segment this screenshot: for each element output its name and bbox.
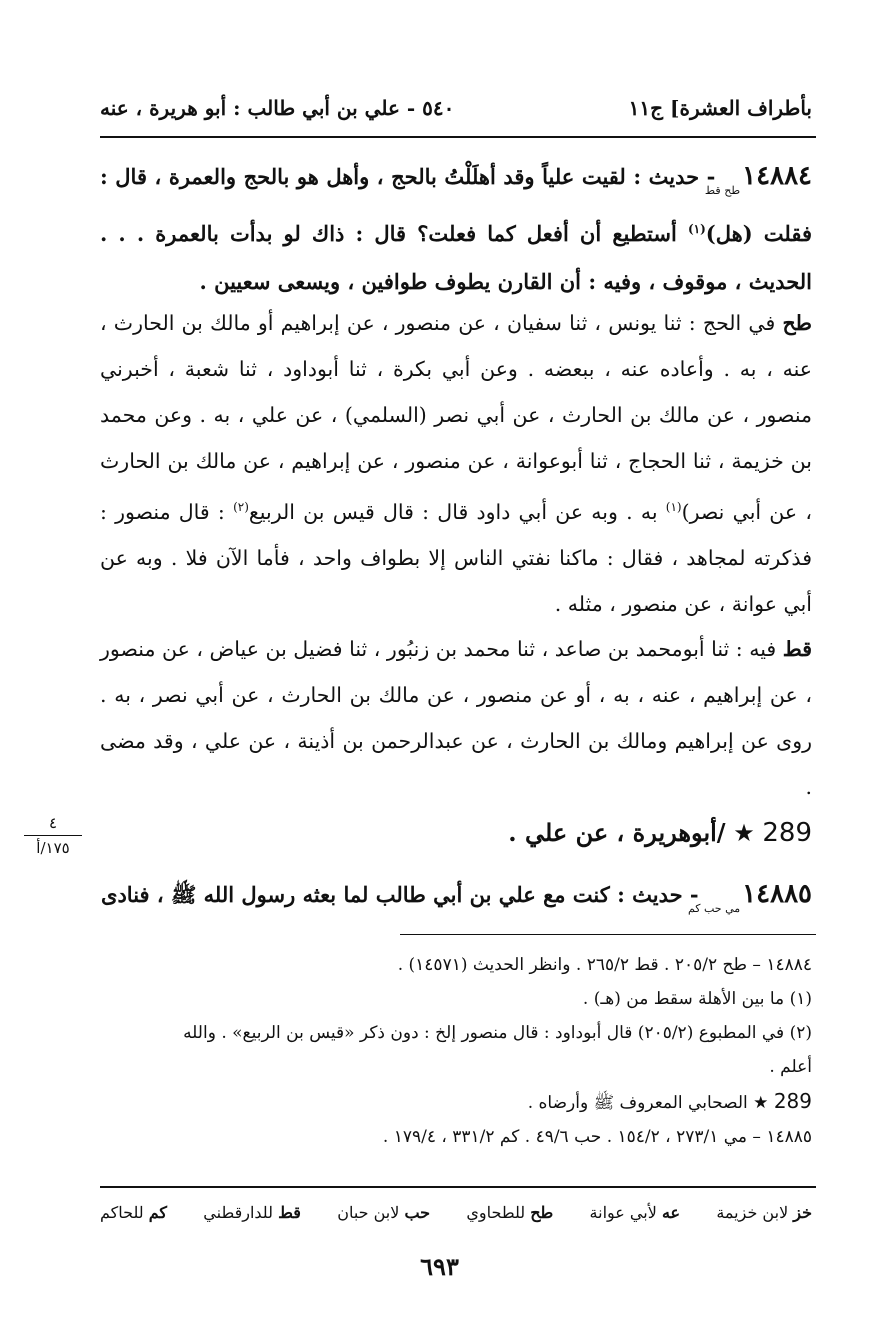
footnote-marker: (١): [687, 222, 706, 236]
legend-item: قط للدارقطني: [203, 1202, 301, 1222]
legend-rule: [100, 1186, 816, 1188]
footnote-ref-14885: ١٤٨٨٥ – مي ٢٧٣/١ ، ١٥٤/٢ . حب ٤٩/٦ . كم ٣٣١/٢ ، ١٧٩/٤ .: [382, 1127, 812, 1147]
hadith-14884: [100, 152, 812, 306]
sigla-legend: [100, 1194, 812, 1230]
paragraph-text-a: في الحج : ثنا يونس ، ثنا سفيان ، عن منصور ، عن إبراهيم أو مالك بن الحارث ، عنه ، به . وأعاده عنه ، ببعضه . وعن أبي بكرة ، ثنا أبوداود ، ثنا شعبة ، أخبرني منصور ، عن مالك بن الحارث ، عن أبي نصر (السلمي) ، عن علي ، به . وعن محمد بن خزيمة ، ثنا الحجاج ، ثنا أبوعوانة ، عن منصور ، عن إبراهيم ، عن مالك بن الحارث ، عن أبي نصر): [100, 311, 812, 524]
footnote-marker: (٢): [233, 500, 249, 514]
legend-item: حب لابن حبان: [337, 1202, 431, 1222]
hadith-sigla: طح قط: [704, 184, 741, 197]
footnote-1: (١) ما بين الأهلة سقط من (هـ) .: [582, 989, 812, 1009]
paragraph-text-b: به . وبه عن أبي داود قال : قال قيس بن الربيع: [248, 499, 666, 524]
paragraph-text-c: : قال منصور : فذكرته لمجاهد ، فقال : ماكنا نفتي الناس إلا بطواف واحد ، فأما الآن فلا . وبه عن أبي عوانة ، عن منصور ، مثله .: [100, 499, 812, 616]
margin-note-rule: [24, 835, 82, 836]
hadith-number: ١٤٨٨٥: [742, 879, 812, 909]
subsection-text: /أبوهريرة ، عن علي .: [508, 818, 726, 847]
hadith-14885: [100, 870, 812, 923]
margin-note-bottom: ١٧٥/أ: [36, 839, 70, 857]
header-book: بأطراف العشرة] ج١١: [628, 96, 812, 120]
page-number: ٦٩٣: [420, 1252, 459, 1281]
subsection-number: 289: [762, 818, 812, 848]
hadith-text: كنت مع علي بن أبي طالب لما بعثه رسول الله ﷺ ، فنادى: [101, 882, 610, 907]
header-section: ٥٤٠ - علي بن أبي طالب : أبو هريرة ، عنه: [100, 96, 455, 120]
footnote-2b: أعلم .: [769, 1057, 812, 1077]
hadith-label: - حديث :: [617, 882, 699, 907]
legend-item: طح للطحاوي: [466, 1202, 554, 1222]
footnote-289: [100, 1084, 812, 1120]
footnote-ref-14884: ١٤٨٨٤ – طح ٢٠٥/٢ . قط ٢٦٥/٢ . وانظر الحديث (١٤٥٧١) .: [397, 955, 812, 975]
legend-item: كم للحاكم: [100, 1202, 167, 1222]
paragraph-lead: قط: [782, 637, 812, 661]
paragraph-daraqutni: [100, 626, 812, 810]
paragraph-text: فيه : ثنا أبومحمد بن صاعد ، ثنا محمد بن زنبُور ، ثنا فضيل بن عياض ، عن منصور ، عن إبراهيم ، عنه ، به ، أو عن منصور ، عن مالك بن الحارث ، عن أبي نصر ، به . روى عن إبراهيم ومالك بن الحارث ، عن عبدالرحمن بن أذينة ، عن علي ، وقد مضى .: [100, 637, 812, 799]
header-rule: [100, 136, 816, 138]
hadith-text-line2b: أستطيع أن أفعل كما فعلت؟ قال : ذاك لو بدأت بالعمرة . . .: [100, 221, 688, 246]
star-icon: ★: [733, 819, 755, 847]
running-header: [100, 88, 812, 128]
paragraph-tahawi: [100, 300, 812, 627]
footnote-289-text: ★ الصحابي المعروف ﷺ وأرضاه .: [527, 1093, 769, 1113]
footnote-separator: [400, 934, 816, 935]
footnote-marker: (١): [665, 500, 682, 514]
subsection-heading: [100, 808, 812, 858]
margin-note: [18, 814, 88, 857]
margin-note-top: ٤: [48, 814, 58, 832]
footnotes: [100, 948, 812, 1154]
hadith-number: ١٤٨٨٤: [742, 161, 812, 191]
footnote-289-number: 289: [773, 1089, 812, 1113]
legend-item: خز لابن خزيمة: [716, 1202, 812, 1222]
hadith-text-line2a: قال : فقلت (هل): [100, 164, 812, 246]
legend-item: عه لأبي عوانة: [589, 1202, 681, 1222]
hadith-text-line1: لقيت علياً وقد أهلَلْتُ بالحج ، وأهل هو بالحج والعمرة ،: [154, 164, 626, 189]
hadith-sigla: مي حب كم: [687, 902, 741, 915]
hadith-label: - حديث :: [633, 164, 716, 189]
footnote-2a: (٢) في المطبوع (٢٠٥/٢) قال أبوداود : قال منصور إلخ : دون ذكر «قيس بن الربيع» . والله: [183, 1023, 812, 1043]
paragraph-lead: طح: [782, 311, 812, 335]
hadith-text-line3: الحديث ، موقوف ، وفيه : أن القارن يطوف طوافين ، ويسعى سعيين .: [199, 269, 812, 294]
